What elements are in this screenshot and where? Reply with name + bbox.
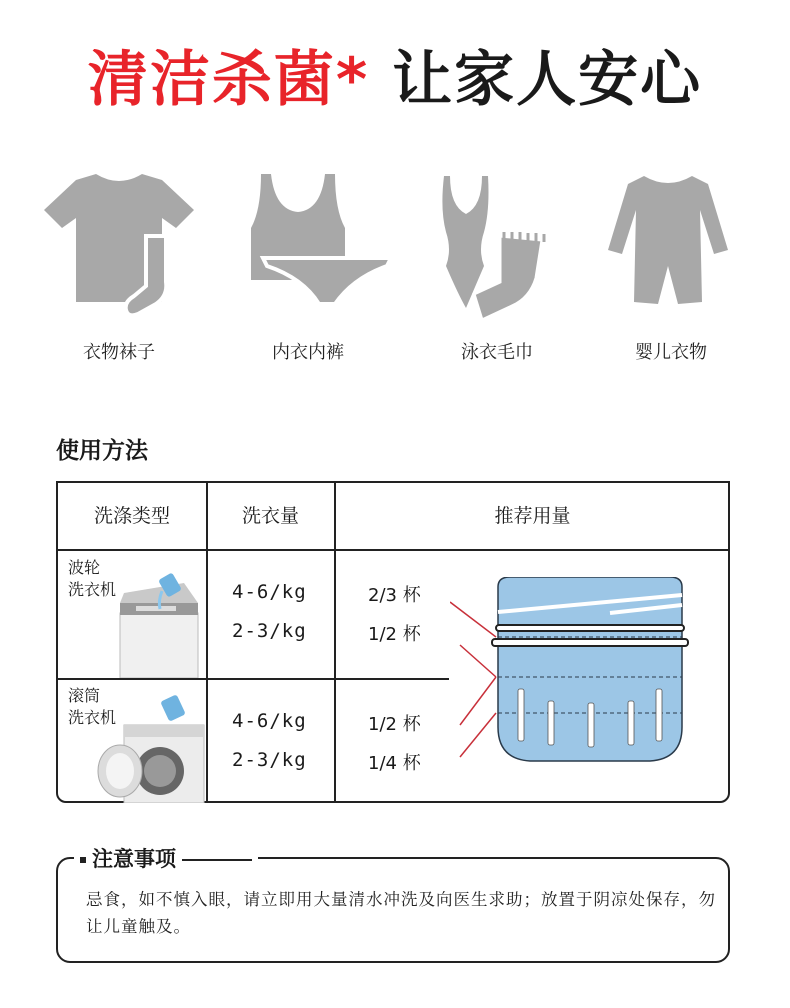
garment-baby <box>586 170 756 370</box>
dose-value: 2/3 杯 <box>368 585 421 606</box>
baby-onesie-icon <box>586 170 756 320</box>
dose-value: 1/2 杯 <box>368 624 421 645</box>
header-load: 洗衣量 <box>241 505 299 527</box>
headline-dark: 让家人安心 <box>392 45 703 115</box>
swimsuit-towel-icon <box>412 170 582 320</box>
notice-title <box>74 843 258 873</box>
vest-briefs-icon <box>223 170 393 320</box>
front-loader-washer-icon <box>94 695 206 803</box>
dose-value: 1/4 杯 <box>368 753 421 774</box>
notice-text: 忌食，如不慎入眼，请立即用大量清水冲洗及向医生求助；放置于阴凉处保存，勿让儿童触及。 <box>86 890 716 936</box>
garment-label: 衣物袜子 <box>83 342 155 363</box>
tshirt-sock-icon <box>34 170 204 320</box>
garment-label: 婴儿衣物 <box>635 342 707 363</box>
garment-label: 内衣内裤 <box>272 342 344 363</box>
header-wash-type: 洗涤类型 <box>93 505 170 527</box>
top-loader-washer-icon <box>114 573 206 678</box>
garment-swim-towel <box>412 170 582 370</box>
usage-title: 使用方法 <box>56 438 148 464</box>
load-value: 4-6/kg <box>232 710 307 732</box>
load-value: 2-3/kg <box>232 620 307 642</box>
load-value: 2-3/kg <box>232 749 307 771</box>
headline <box>0 40 790 120</box>
headline-red: 清洁杀菌* <box>87 45 370 115</box>
measuring-cup-icon <box>450 577 690 767</box>
notice-title-text: 注意事项 <box>92 847 176 871</box>
dose-value: 1/2 杯 <box>368 714 421 735</box>
garment-label: 泳衣毛巾 <box>461 342 533 363</box>
usage-table <box>56 481 730 803</box>
load-value: 4-6/kg <box>232 581 307 603</box>
garment-underwear <box>223 170 393 370</box>
header-dose: 推荐用量 <box>494 505 571 527</box>
garment-clothes-socks <box>34 170 204 370</box>
wash-type-label: 波轮 洗衣机 <box>68 558 117 599</box>
wash-type-label: 滚筒 洗衣机 <box>68 686 117 727</box>
